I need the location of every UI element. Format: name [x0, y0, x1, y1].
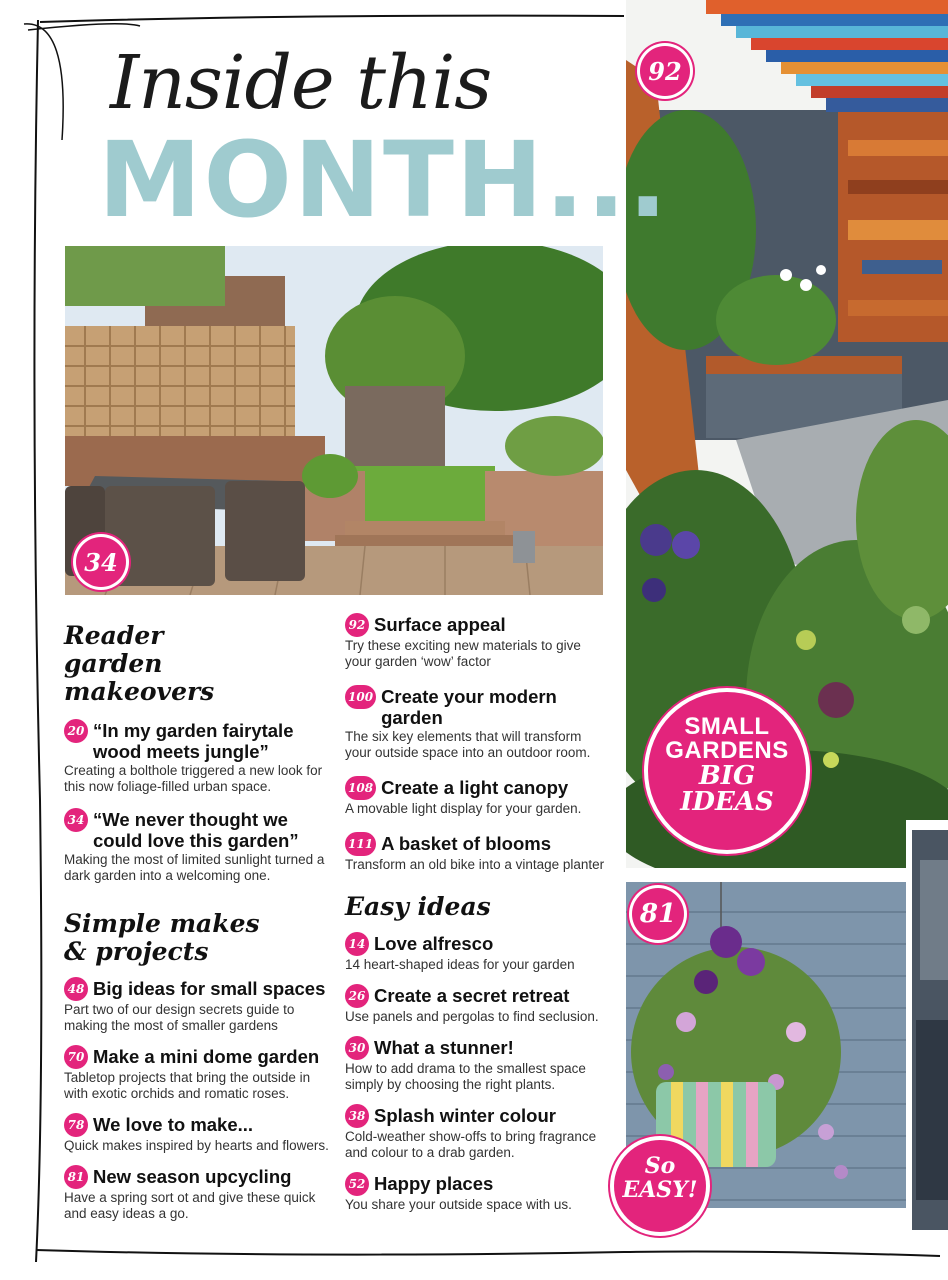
contents-left-column: [64, 622, 334, 1222]
page-number-badge: 111: [345, 832, 376, 856]
item-title: Love alfresco: [374, 933, 494, 954]
top-right-page-badge[interactable]: 92: [640, 46, 690, 96]
item-description: The six key elements that will transform your outside space into an outdoor room.: [345, 729, 591, 760]
item-title: “We never thought we could love this garden”: [93, 809, 299, 851]
promo-line-big: BIG: [698, 761, 756, 791]
item-title: Create your modern garden: [381, 686, 557, 728]
contents-item[interactable]: [345, 933, 610, 973]
item-description: Quick makes inspired by hearts and flowers.: [64, 1138, 329, 1153]
item-description: Have a spring sort ot and give these quick and easy ideas a go.: [64, 1190, 316, 1221]
page-number-badge: 34: [64, 808, 88, 832]
contents-item[interactable]: [345, 1173, 610, 1213]
so-easy-promo[interactable]: [614, 1140, 706, 1232]
item-title: Create a secret retreat: [374, 985, 570, 1006]
item-title: “In my garden fairytale wood meets jungle”: [93, 720, 294, 762]
item-title: A basket of blooms: [381, 833, 552, 854]
bottom-right-page-badge[interactable]: 81: [632, 888, 684, 940]
partial-photo-edge: [906, 820, 948, 1240]
item-title: Make a mini dome garden: [93, 1046, 320, 1067]
contents-item[interactable]: [345, 1105, 610, 1161]
item-description: Try these exciting new materials to give your garden ‘wow’ factor: [345, 638, 581, 669]
contents-item[interactable]: [64, 978, 334, 1034]
page-title-month: MONTH...: [98, 119, 670, 241]
contents-item[interactable]: [64, 1046, 334, 1102]
item-title: New season upcycling: [93, 1166, 292, 1187]
contents-right-column: [345, 614, 610, 1213]
promo-line-ideas: IDEAS: [680, 787, 774, 817]
contents-item[interactable]: [345, 833, 610, 873]
small-gardens-promo[interactable]: [648, 692, 806, 850]
page-number-badge: 92: [345, 613, 369, 637]
page-title-script: Inside this: [110, 40, 492, 126]
page-number-badge: 108: [345, 776, 376, 800]
item-title: Create a light canopy: [381, 777, 569, 798]
page-number-badge: 20: [64, 719, 88, 743]
contents-item[interactable]: [345, 614, 610, 670]
item-description: Creating a bolthole triggered a new look for this now foliage-filled urban space.: [64, 763, 323, 794]
section-heading-easy-ideas: Easy ideas: [345, 892, 491, 921]
page-number-badge: 38: [345, 1104, 369, 1128]
page-number-badge: 78: [64, 1113, 88, 1137]
page-number-badge: 14: [345, 932, 369, 956]
item-title: Surface appeal: [374, 614, 506, 635]
contents-item[interactable]: [345, 1037, 610, 1093]
contents-item[interactable]: [345, 777, 610, 817]
section-heading-simple-makes: Simple makes & projects: [64, 909, 260, 966]
page-number-badge: 81: [64, 1165, 88, 1189]
item-description: Cold-weather show-offs to bring fragrance and colour to a drab garden.: [345, 1129, 597, 1160]
contents-item[interactable]: [64, 720, 334, 795]
item-title: What a stunner!: [374, 1037, 514, 1058]
promo-line-small: SMALL: [684, 713, 770, 740]
item-description: Tabletop projects that bring the outside in with exotic orchids and romatic roses.: [64, 1070, 311, 1101]
item-description: How to add drama to the smallest space simply by choosing the right plants.: [345, 1061, 586, 1092]
main-garden-photo: [65, 246, 603, 595]
item-description: Transform an old bike into a vintage planter: [345, 857, 605, 872]
item-title: Happy places: [374, 1173, 494, 1194]
promo-line-so: So: [644, 1153, 676, 1179]
page-number-badge: 30: [345, 1036, 369, 1060]
promo-line-gardens: GARDENS: [665, 737, 789, 764]
item-description: Making the most of limited sunlight turned a dark garden into a welcoming one.: [64, 852, 325, 883]
main-photo-page-badge[interactable]: 34: [76, 537, 126, 587]
item-description: 14 heart-shaped ideas for your garden: [345, 957, 575, 972]
item-description: Use panels and pergolas to find seclusion.: [345, 1009, 599, 1024]
page-number-badge: 48: [64, 977, 88, 1001]
page-number-badge: 26: [345, 984, 369, 1008]
item-description: Part two of our design secrets guide to making the most of smaller gardens: [64, 1002, 295, 1033]
item-title: Splash winter colour: [374, 1105, 556, 1126]
contents-item[interactable]: [64, 1166, 334, 1222]
item-description: You share your outside space with us.: [345, 1197, 572, 1212]
item-title: Big ideas for small spaces: [93, 978, 326, 999]
contents-item[interactable]: [64, 1114, 334, 1154]
contents-item[interactable]: [345, 985, 610, 1025]
item-description: A movable light display for your garden.: [345, 801, 582, 816]
page-number-badge: 52: [345, 1172, 369, 1196]
section-heading-reader-makeovers: Reader garden makeovers: [64, 621, 215, 706]
contents-item[interactable]: [64, 809, 334, 884]
contents-item[interactable]: [345, 686, 610, 761]
page-number-badge: 70: [64, 1045, 88, 1069]
page-number-badge: 100: [345, 685, 376, 709]
promo-line-easy: EASY!: [622, 1177, 698, 1203]
item-title: We love to make...: [93, 1114, 254, 1135]
